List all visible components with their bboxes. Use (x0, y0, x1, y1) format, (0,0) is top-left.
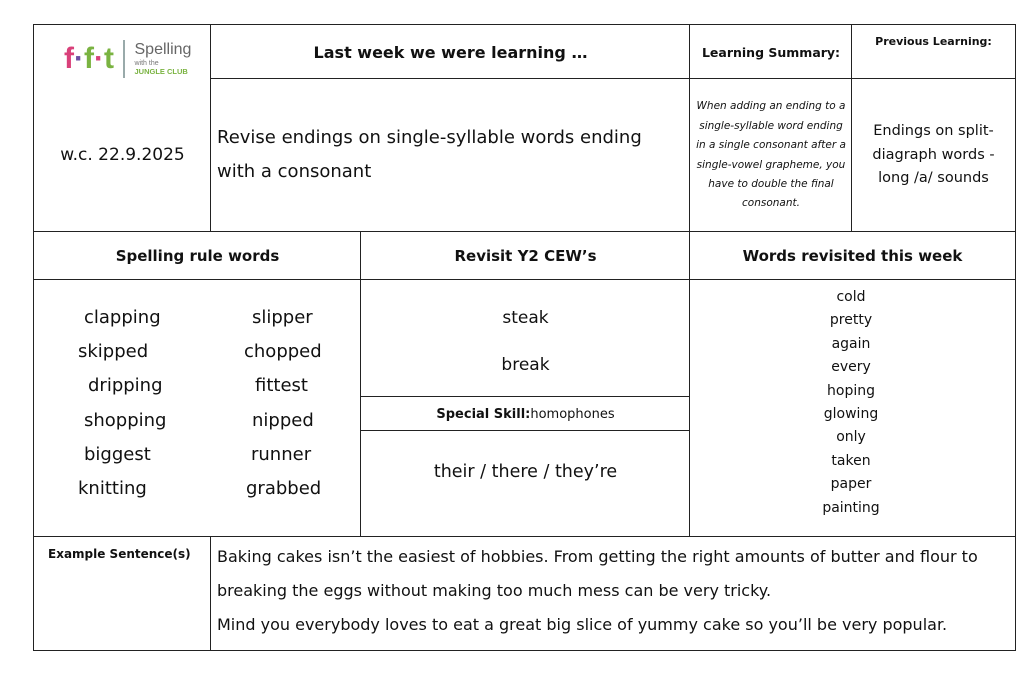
list-item: chopped (244, 341, 322, 363)
logo-subtitle: with the (134, 60, 159, 68)
list-item: taken (831, 452, 871, 469)
spelling-words-col2 (244, 301, 344, 506)
example-line-3: Mind you everybody loves to eat a great big slice of yummy cake so you’ll be very popular. (217, 615, 948, 634)
example-line-1: Baking cakes isn’t the easiest of hobbies. From getting the right amounts of butter and flour to (217, 547, 978, 566)
homophones-text: their / there / they’re (433, 462, 618, 482)
example-line-2: breaking the eggs without making too much mess can be very tricky. (217, 581, 772, 600)
last-week-text: Revise endings on single-syllable words ending with a consonant (217, 127, 642, 182)
list-item: glowing (823, 406, 879, 423)
list-item: runner (251, 443, 312, 465)
list-item: paper (830, 476, 872, 493)
revisit-word: break (501, 355, 550, 375)
last-week-text-cell (210, 78, 691, 233)
revisit-title: Revisit Y2 CEW’s (360, 231, 691, 281)
logo-divider (123, 40, 125, 78)
list-item: again (831, 335, 871, 352)
words-revisited-list (801, 286, 901, 520)
list-item: dripping (88, 375, 163, 397)
previous-learning-cell (851, 78, 1016, 233)
list-item: only (836, 429, 866, 446)
list-item: painting (822, 499, 880, 516)
logo-club: JUNGLE CLUB (134, 67, 188, 77)
revisit-word: steak (502, 308, 549, 328)
learning-summary-text: When adding an ending to a single-syllable word ending in a single consonant after a single-vowel grapheme, you have to double the final consonant. (696, 100, 846, 210)
fft-logo-mark: f · f · t (64, 42, 113, 75)
spelling-rule-title: Spelling rule words (33, 231, 362, 281)
list-item: biggest (84, 443, 151, 465)
previous-learning-text: Endings on split-diagraph words - long /a/ sounds (872, 123, 995, 187)
list-item: cold (836, 289, 866, 305)
list-item: nipped (252, 409, 314, 431)
list-item: every (831, 359, 871, 376)
list-item: slipper (252, 307, 313, 328)
fft-logo (64, 40, 191, 78)
list-item: shopping (84, 409, 167, 431)
spelling-words-col1 (78, 301, 198, 506)
special-skill-cell (360, 396, 691, 432)
words-revisited-title: Words revisited this week (689, 231, 1016, 281)
revisit-words-cell (360, 279, 691, 398)
list-item: fittest (255, 375, 308, 397)
last-week-title: Last week we were learning … (210, 24, 691, 80)
list-item: pretty (829, 312, 873, 329)
list-item: grabbed (246, 478, 322, 500)
example-text-cell (210, 536, 1016, 651)
learning-summary-title: Learning Summary: (689, 24, 853, 80)
week-label: w.c. 22.9.2025 (60, 145, 185, 165)
previous-learning-title: Previous Learning: (851, 24, 1016, 80)
list-item: knitting (78, 478, 147, 500)
list-item: skipped (78, 341, 149, 363)
homophones-cell (360, 430, 691, 538)
logo-text (135, 42, 192, 76)
list-item: hoping (827, 382, 875, 399)
learning-summary-cell (689, 78, 853, 233)
example-title-cell (33, 536, 212, 651)
special-skill-value: homophones (530, 406, 615, 422)
list-item: clapping (84, 307, 161, 328)
special-skill-label: Special Skill: (436, 406, 531, 422)
example-title: Example Sentence(s) (48, 547, 191, 561)
logo-title: Spelling (134, 41, 192, 59)
